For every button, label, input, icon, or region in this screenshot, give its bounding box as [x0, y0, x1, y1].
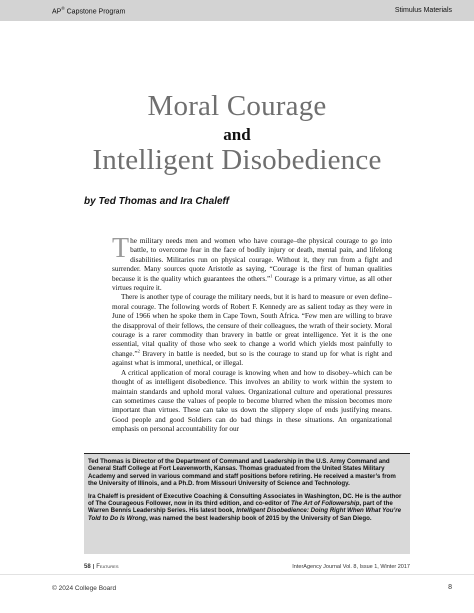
article-byline: by Ted Thomas and Ira Chaleff — [84, 196, 230, 207]
page-number: 8 — [448, 584, 452, 591]
drop-cap: T — [112, 237, 130, 264]
paragraph-1: The military needs men and women who have courage–the physical courage to go into battle, to overcome fear in the face of bodily injury or death, mental pain, and lifelong disabilities. Militaries run on physical courage. Without it, they run from a fight and surrender. Many sources quote Aristotle as saying, “Courage is the first of human qualities because it is the quality which guarantees the others.”$^1$ Courage is a primary virtue, as all other virtues require it. — [112, 237, 392, 293]
article-body — [112, 237, 392, 449]
footnote-ref-1: 1 — [270, 273, 273, 279]
author-bio-box — [84, 453, 410, 554]
footnote-ref-2: 2 — [137, 348, 140, 354]
article-title-line1: Moral Courage — [147, 90, 327, 122]
article-title-line2: Intelligent Disobedience — [92, 144, 382, 176]
journal-citation: InterAgency Journal Vol. 8, Issue 1, Winter 2017 — [292, 564, 410, 570]
paragraph-2: There is another type of courage the military needs, but it is hard to measure or even define–moral courage. The following words of Robert F. Kennedy are as salient today as they were in June of 1966 when he spoke them in Cape Town, South Africa. “Few men are willing to brave the disapproval of their fellows, the censure of their colleagues, the wrath of their society. Moral courage is a rarer commodity than bravery in battle or great intelligence. Yet it is the one essential, vital quality of those who seek to change a world which yields most painfully to change.”$^2$ Bravery in battle is needed, but so is the courage to stand up for what is right and against what is immoral, unethical, or illegal. — [112, 293, 392, 368]
paragraph-3: A critical application of moral courage is knowing when and how to disobey–which can be thought of as intelligent disobedience. This involves an ability to work within the system to maintain standards and uphold moral values. Organizational culture and operational pressures can sometimes cause the values of people to become blurred when the mission becomes more important than virtues. These can take us down the slippery slope of ends justifying means. Good people and good Soldiers can do bad things in these situations. An organizational emphasis on personal accountability for our — [112, 368, 392, 434]
program-name: AP® Capstone Program — [52, 5, 126, 16]
document-header-bar — [0, 0, 474, 21]
article-title-connector: and — [223, 125, 251, 144]
bio-thomas: Ted Thomas is Director of the Department of Command and Leadership in the U.S. Army Command and General Staff College at Fort Leavenworth, Kansas. Thomas graduated from the United States Military Academy and served in various command and staff positions before retiring. He received a master’s from the University of Illinois, and a Ph.D. from Missouri University of Science and Technology. — [88, 458, 396, 488]
footer-divider — [0, 574, 474, 575]
journal-page-info: 58 | Features — [84, 564, 119, 570]
copyright-notice: © 2024 College Board — [52, 585, 117, 592]
bio-chaleff: Ira Chaleff is president of Executive Coaching & Consulting Associates in Washington, DC. He is the author of The Courageous Follower, now in its third edition, and co-editor of The Art of Followership, part of the Warren Bennis Leadership Series. His latest book, Intelligent Disobedience: Doing Right When What You’re Told to Do Is Wrong, was named the best leadership book of 2015 by the University of San Diego. — [88, 492, 402, 522]
journal-footer — [84, 562, 410, 572]
section-label: Stimulus Materials — [394, 7, 452, 14]
